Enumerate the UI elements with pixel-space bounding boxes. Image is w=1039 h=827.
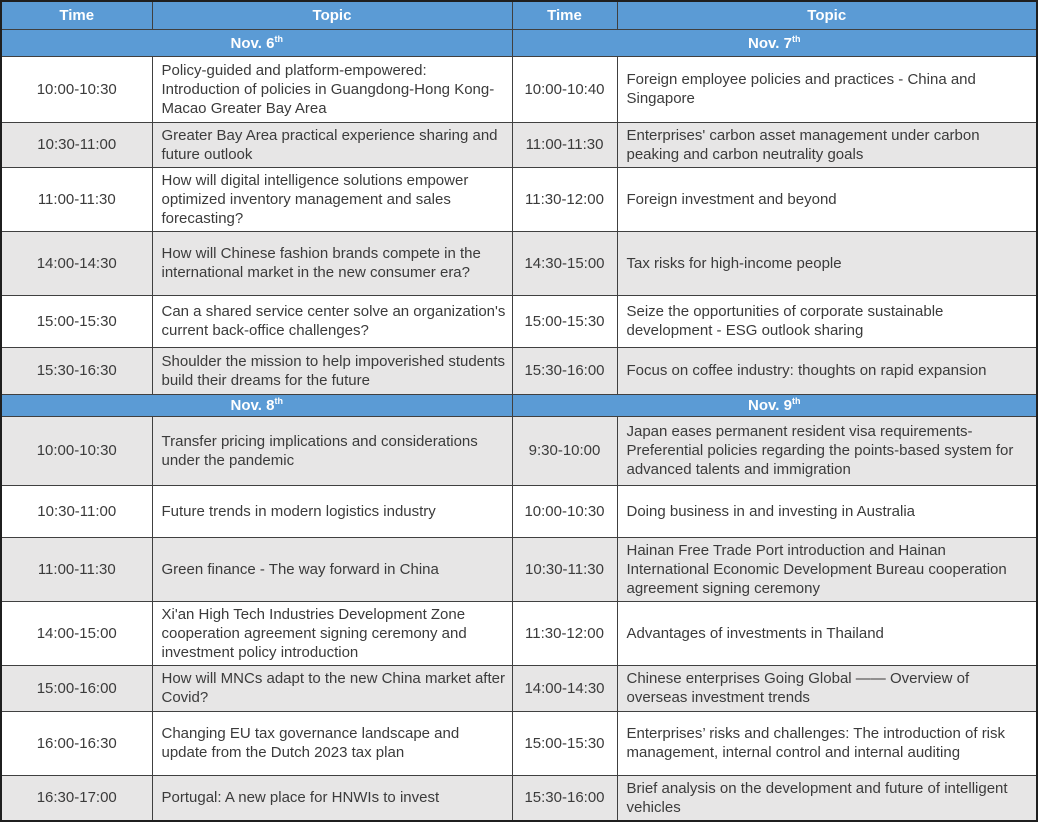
right-topic-cell: Doing business in and investing in Australia <box>617 485 1037 537</box>
right-topic-cell: Advantages of investments in Thailand <box>617 601 1037 665</box>
schedule-row <box>1 416 1037 485</box>
date-band-left <box>1 29 512 56</box>
left-time-cell: 14:00-14:30 <box>1 231 152 295</box>
left-topic-cell: Green finance - The way forward in China <box>152 537 512 601</box>
right-time-cell: 11:00-11:30 <box>512 122 617 167</box>
left-time-cell: 10:00-10:30 <box>1 56 152 122</box>
left-topic-cell: How will digital intelligence solutions empower optimized inventory management and sales forecasting? <box>152 167 512 231</box>
left-topic-cell: Greater Bay Area practical experience sharing and future outlook <box>152 122 512 167</box>
left-time-cell: 16:30-17:00 <box>1 775 152 821</box>
col-header-time-right: Time <box>512 1 617 29</box>
right-topic-cell: Focus on coffee industry: thoughts on rapid expansion <box>617 347 1037 394</box>
left-time-cell: 10:00-10:30 <box>1 416 152 485</box>
left-time-cell: 14:00-15:00 <box>1 601 152 665</box>
right-time-cell: 9:30-10:00 <box>512 416 617 485</box>
schedule-row <box>1 665 1037 711</box>
right-time-cell: 14:30-15:00 <box>512 231 617 295</box>
left-time-cell: 11:00-11:30 <box>1 167 152 231</box>
col-header-topic-left: Topic <box>152 1 512 29</box>
left-topic-cell: Shoulder the mission to help impoverished students build their dreams for the future <box>152 347 512 394</box>
right-time-cell: 15:30-16:00 <box>512 775 617 821</box>
left-time-cell: 10:30-11:00 <box>1 122 152 167</box>
right-topic-cell: Enterprises’ risks and challenges: The introduction of risk management, internal control and internal auditing <box>617 711 1037 775</box>
schedule-row <box>1 295 1037 347</box>
left-topic-cell: Changing EU tax governance landscape and update from the Dutch 2023 tax plan <box>152 711 512 775</box>
date-ordinal-suffix: th <box>791 396 801 406</box>
right-topic-cell: Hainan Free Trade Port introduction and Hainan International Economic Development Bureau cooperation agreement signing ceremony <box>617 537 1037 601</box>
left-time-cell: 15:00-16:00 <box>1 665 152 711</box>
left-topic-cell: Portugal: A new place for HNWIs to invest <box>152 775 512 821</box>
schedule-row <box>1 347 1037 394</box>
right-time-cell: 14:00-14:30 <box>512 665 617 711</box>
col-header-topic-right: Topic <box>617 1 1037 29</box>
left-topic-cell: Transfer pricing implications and considerations under the pandemic <box>152 416 512 485</box>
right-topic-cell: Chinese enterprises Going Global —— Overview of overseas investment trends <box>617 665 1037 711</box>
left-topic-cell: How will Chinese fashion brands compete in the international market in the new consumer era? <box>152 231 512 295</box>
date-label: Nov. 9 <box>748 397 792 414</box>
date-ordinal-suffix: th <box>791 33 801 44</box>
right-topic-cell: Foreign employee policies and practices - China and Singapore <box>617 56 1037 122</box>
date-band-row <box>1 394 1037 416</box>
schedule-row <box>1 122 1037 167</box>
schedule-row <box>1 231 1037 295</box>
right-time-cell: 11:30-12:00 <box>512 601 617 665</box>
right-time-cell: 15:30-16:00 <box>512 347 617 394</box>
schedule-row <box>1 167 1037 231</box>
right-topic-cell: Foreign investment and beyond <box>617 167 1037 231</box>
schedule-row <box>1 601 1037 665</box>
left-time-cell: 11:00-11:30 <box>1 537 152 601</box>
left-topic-cell: Xi'an High Tech Industries Development Zone cooperation agreement signing ceremony and investment policy introduction <box>152 601 512 665</box>
date-ordinal-suffix: th <box>274 396 283 406</box>
schedule-row <box>1 485 1037 537</box>
date-ordinal-suffix: th <box>274 33 283 44</box>
right-topic-cell: Brief analysis on the development and future of intelligent vehicles <box>617 775 1037 821</box>
right-topic-cell: Tax risks for high-income people <box>617 231 1037 295</box>
date-band-right <box>512 394 1037 416</box>
left-topic-cell: Future trends in modern logistics industry <box>152 485 512 537</box>
left-time-cell: 15:00-15:30 <box>1 295 152 347</box>
right-time-cell: 11:30-12:00 <box>512 167 617 231</box>
schedule-row <box>1 775 1037 821</box>
left-topic-cell: Policy-guided and platform-empowered: Introduction of policies in Guangdong-Hong Kong-Macao Greater Bay Area <box>152 56 512 122</box>
date-band-right <box>512 29 1037 56</box>
left-time-cell: 15:30-16:30 <box>1 347 152 394</box>
date-band-left <box>1 394 512 416</box>
schedule-row <box>1 56 1037 122</box>
schedule-row <box>1 537 1037 601</box>
right-time-cell: 15:00-15:30 <box>512 295 617 347</box>
right-time-cell: 15:00-15:30 <box>512 711 617 775</box>
right-topic-cell: Enterprises' carbon asset management under carbon peaking and carbon neutrality goals <box>617 122 1037 167</box>
schedule-row <box>1 711 1037 775</box>
right-time-cell: 10:30-11:30 <box>512 537 617 601</box>
col-header-time-left: Time <box>1 1 152 29</box>
right-topic-cell: Seize the opportunities of corporate sustainable development - ESG outlook sharing <box>617 295 1037 347</box>
left-topic-cell: Can a shared service center solve an organization's current back-office challenges? <box>152 295 512 347</box>
column-header-row <box>1 1 1037 29</box>
date-label: Nov. 6 <box>230 34 275 52</box>
left-time-cell: 16:00-16:30 <box>1 711 152 775</box>
right-time-cell: 10:00-10:40 <box>512 56 617 122</box>
date-band-row <box>1 29 1037 56</box>
date-label: Nov. 7 <box>748 34 792 52</box>
right-time-cell: 10:00-10:30 <box>512 485 617 537</box>
right-topic-cell: Japan eases permanent resident visa requirements-Preferential policies regarding the points-based system for advanced talents and immigration <box>617 416 1037 485</box>
date-label: Nov. 8 <box>230 397 275 414</box>
left-topic-cell: How will MNCs adapt to the new China market after Covid? <box>152 665 512 711</box>
left-time-cell: 10:30-11:00 <box>1 485 152 537</box>
